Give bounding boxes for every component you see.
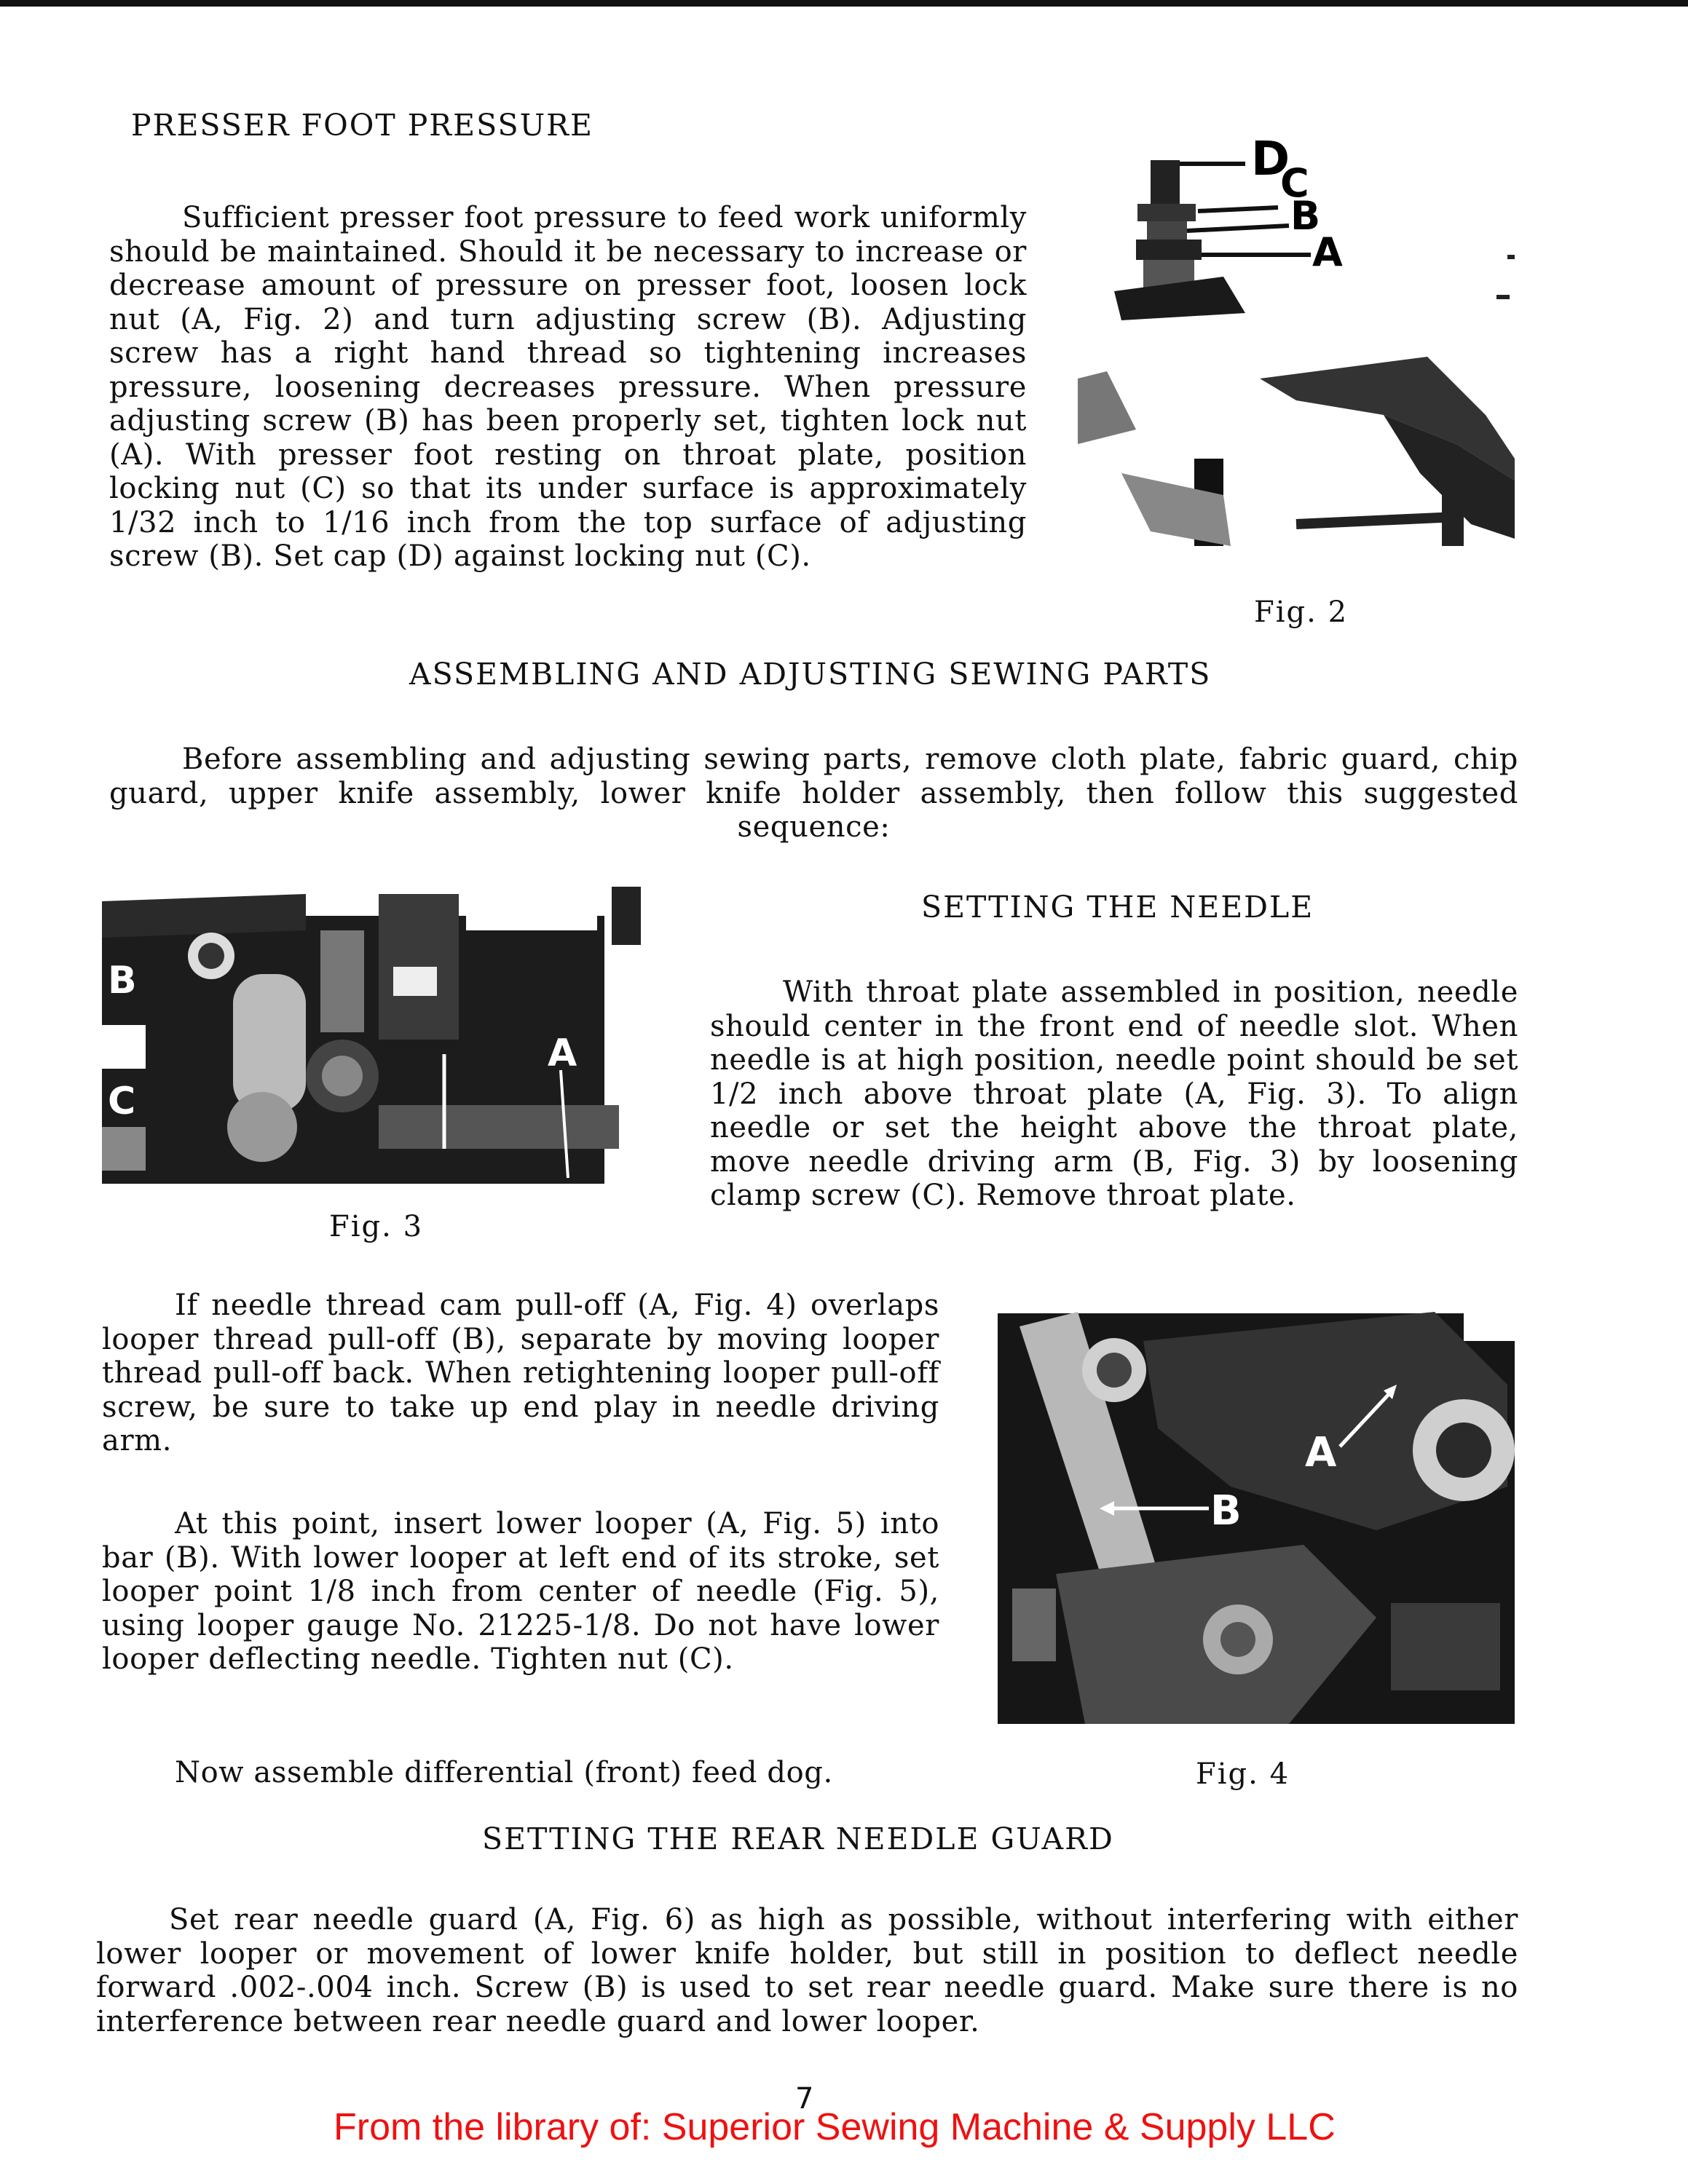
figure-2-image: [1078, 138, 1515, 561]
paragraph-rear-needle-guard-text: Set rear needle guard (A, Fig. 6) as high as possible, without interfering with either lower looper or movement of lower knife holder, but still in position to deflect needle forward .002-.004 inch. Screw (B) is used to set rear needle guard. Make sure there is no interference between rear needle guard and lower looper.: [96, 1903, 1518, 2038]
top-edge-bar: [0, 0, 1688, 7]
footer-library-credit: From the library of: Superior Sewing Machine & Supply LLC: [334, 2106, 1336, 2148]
paragraph-setting-needle-text: With throat plate assembled in position, needle should center in the front end of needle slot. When needle is at high position, needle point should be set 1/2 inch above throat plate (A, Fig. 3). To align needle or set the height above the throat plate, move needle driving arm (B, Fig. 3) by loosening clamp screw (C). Remove throat plate.: [710, 976, 1518, 1212]
figure-4-image: [998, 1297, 1515, 1724]
paragraph-setting-needle: [710, 976, 1518, 1213]
fig2-label-a: A: [1312, 229, 1343, 275]
heading-presser-foot-pressure: PRESSER FOOT PRESSURE: [131, 108, 593, 143]
paragraph-presser-foot-text: Sufficient presser foot pressure to feed work uniformly should be maintained. Should it be necessary to increase or decrease amount of pressure on presser foot, loosen lock nut (A, Fig. 2) and turn adjusting screw (B). Adjusting screw has a right hand thread so tightening increases pressure, loosening decreases pressure. When pressure adjusting screw (B) has been properly set, tighten lock nut (A). With presser foot resting on throat plate, position locking nut (C) so that its under surface is approximately 1/32 inch to 1/16 inch from the top surface of adjusting screw (B). Set cap (D) against locking nut (C).: [109, 201, 1027, 573]
heading-setting-rear-needle-guard: SETTING THE REAR NEEDLE GUARD: [482, 1821, 1114, 1856]
fig2-label-d: D: [1251, 138, 1290, 186]
paragraph-lower-looper: [102, 1507, 939, 1677]
caption-fig-3: Fig. 3: [329, 1210, 424, 1243]
fig3-label-a: A: [548, 1032, 577, 1075]
heading-setting-the-needle: SETTING THE NEEDLE: [921, 890, 1314, 925]
paragraph-presser-foot: [109, 201, 1027, 574]
figure-3-image: [102, 887, 652, 1184]
figure-4-drawing: [998, 1297, 1515, 1724]
fig2-label-b: B: [1290, 193, 1321, 239]
paragraph-assembling: [109, 743, 1518, 844]
fig4-label-b: B: [1210, 1487, 1242, 1535]
figure-3-drawing: [102, 887, 652, 1184]
fig2-label-c: C: [1280, 160, 1309, 206]
paragraph-feed-dog: Now assemble differential (front) feed dog.: [175, 1756, 833, 1789]
paragraph-lower-looper-text: At this point, insert lower looper (A, Fig. 5) into bar (B). With lower looper at left end of its stroke, set looper point 1/8 inch from center of needle (Fig. 5), using looper gauge No. 21225-1/8. Do not have lower looper deflecting needle. Tighten nut (C).: [102, 1507, 939, 1676]
figure-2-drawing: [1078, 138, 1515, 561]
paragraph-thread-cam-text: If needle thread cam pull-off (A, Fig. 4) overlaps looper thread pull-off (B), separate by moving looper thread pull-off back. When retightening looper pull-off screw, be sure to take up end play in needle driving arm.: [102, 1289, 939, 1457]
fig4-label-a: A: [1305, 1429, 1337, 1476]
page-number: 7: [795, 2082, 814, 2116]
fig3-label-c: C: [108, 1080, 136, 1123]
paragraph-assembling-text: Before assembling and adjusting sewing parts, remove cloth plate, fabric guard, chip guard, upper knife assembly, lower knife holder assembly, then follow this suggested sequence:: [109, 743, 1518, 844]
caption-fig-4: Fig. 4: [1196, 1757, 1290, 1791]
paragraph-rear-needle-guard: [96, 1903, 1518, 2038]
heading-assembling-adjusting: ASSEMBLING AND ADJUSTING SEWING PARTS: [409, 657, 1212, 692]
caption-fig-2: Fig. 2: [1254, 596, 1349, 629]
paragraph-thread-cam: [102, 1289, 939, 1458]
fig3-label-b: B: [108, 959, 137, 1002]
